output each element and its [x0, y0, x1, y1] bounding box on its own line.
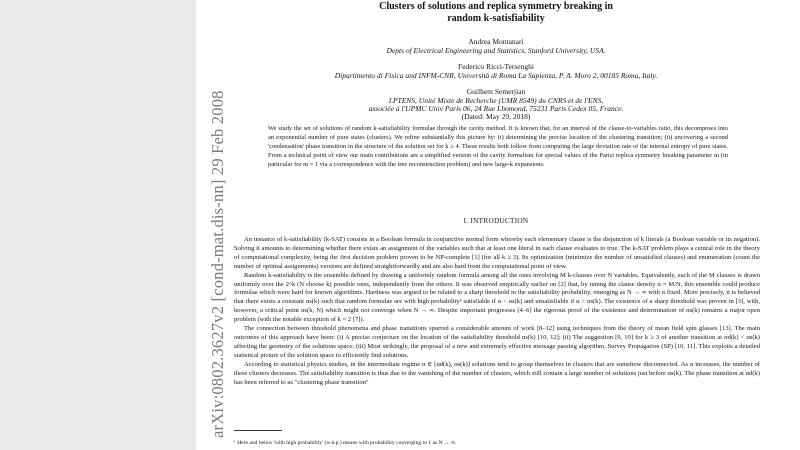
paragraph: The connection between threshold phenomena and phase transitions spurred a considerable amount of work [8–12] using techniques from the theory of mean field spin glasses [13]. The main outcomes of this approach have been: (i) A precise conjecture on the location of the satisfiability threshold αs(k) [10, 12]; (ii) The suggestion [9, 10] for k ≥ 3 of another transition at αd(k) < αs(k) affecting the geometry of the solutions space; (iii) Most strikingly, the proposal of a new and extremely effective message passing algorithm, Survey Propagation (SP) [10, 11]. This exploits a detailed statistical picture of the solution space to efficiently find solutions. — [234, 325, 760, 359]
body-text — [234, 236, 760, 387]
dated-line: (Dated: May 29, 2018) — [461, 112, 531, 121]
author-affiliation: LPTENS, Unité Mixte de Recherche (UMR 8549) du CNRS et de l'ENS, — [388, 96, 604, 105]
author-affiliation: Dipartimento di Fisica and INFM-CNR, Università di Roma La Sapienza, P. A. Moro 2, 00185 Roma, Italy. — [334, 71, 658, 80]
author-name: Andrea Montanari — [468, 37, 524, 46]
author-name: Federico Ricci-Tersenghi — [458, 62, 534, 71]
arxiv-stamp-text: arXiv:0802.3627v2 [cond-mat.dis-nn] 29 Feb 2008 — [208, 90, 227, 438]
author-name: Guilhem Semerjian — [466, 87, 526, 96]
footnote: ¹ Here and below 'with high probability' (w.h.p.) means with probability converging to 1 as N → ∞. — [234, 440, 457, 446]
paragraph: Random k-satisfiability is the ensemble defined by drawing a uniformly random formula among all the ones involving M k-clauses over N variables. Equivalently, each of the M clauses is drawn uniformly over the 2^k (N choose k) possible ones, independently from the others. It was observed empirically earlier on [2] that, by tuning the clause density α = M/N, this ensemble could produce formulae which were hard for known algorithms. Hardness was argued to be related to a sharp threshold in the satisfiability probability, emerging as N → ∞ with α fixed. More precisely, it is believed that there exists a constant αs(k) such that random formulae are with high probability¹ satisfiable if α < αs(k) and unsatisfiable if α > αs(k). The existence of a sharp threshold was proven in [3], with, however, a critical point αs(k, N) which might not converge when N → ∞. Despite important progresses [4–6] the rigorous proof of the existence and determination of αs(k) remains a major open problem (with the notable exception of k = 2 [7]). — [234, 271, 760, 324]
section-heading: I. INTRODUCTION — [463, 217, 529, 225]
abstract: We study the set of solutions of random k-satisfiability formulae through the cavity method. It is known that, for an interval of the clause-to-variables ratio, this decomposes into an exponential number of pure states (clusters). We refine substantially this picture by: (i) determining the precise location of the clustering transition; (ii) uncovering a second 'condensation' phase transition in the structure of the solution set for k ≥ 4. These results both follow from computing the large deviation rate of the internal entropy of pure states. From a technical point of view our main contributions are a simplified version of the cavity formalism for special values of the Parisi replica symmetry breaking parameter m (in particular for m = 1 via a correspondence with the tree reconstruction problem) and new large-k expansions. — [268, 125, 728, 169]
author-affiliation: associée à l'UPMC Univ Paris 06, 24 Rue Lhomond, 75231 Paris Cedex 05, France. — [368, 104, 624, 113]
author-affiliation: Depts of Electrical Engineering and Statistics, Stanford University, USA. — [386, 46, 606, 55]
arxiv-stamp — [207, 0, 229, 440]
paper-title-line-1: Clusters of solutions and replica symmetry breaking in — [379, 1, 613, 12]
paragraph: According to statistical physics studies, in the intermediate regime α ∈ [αd(k), αs(k)] solutions tend to group themselves in clusters that are somehow disconnected. As α increases, the number of these clusters decreases. The satisfiability transition is thus due to the vanishing of the number of clusters, which still contain a large number of solutions just before αs(k). The phase transition at αd(k) has been referred to as "clustering phase transition" — [234, 360, 760, 386]
footnote-rule — [234, 430, 282, 431]
paper-title-line-2: random k-satisfiability — [447, 13, 545, 24]
paragraph: An instance of k-satisfiability (k-SAT) consists in a Boolean formula in conjunctive normal form whereby each elementary clause is the disjunction of k literals (a Boolean variable or its negation). Solving it amounts to determining whether there exists an assignment of the variables such that at least one literal in each clause evaluates to true. The k-SAT problem plays a central role in the theory of computational complexity, being the first decision problem proven to be NP-complete [1] (for all k ≥ 3). Its optimization (minimize the number of unsatisfied clauses) and enumeration (count the number of optimal assignments) versions are defined straightforwardly and are also hard from the computational point of view. — [234, 236, 760, 270]
